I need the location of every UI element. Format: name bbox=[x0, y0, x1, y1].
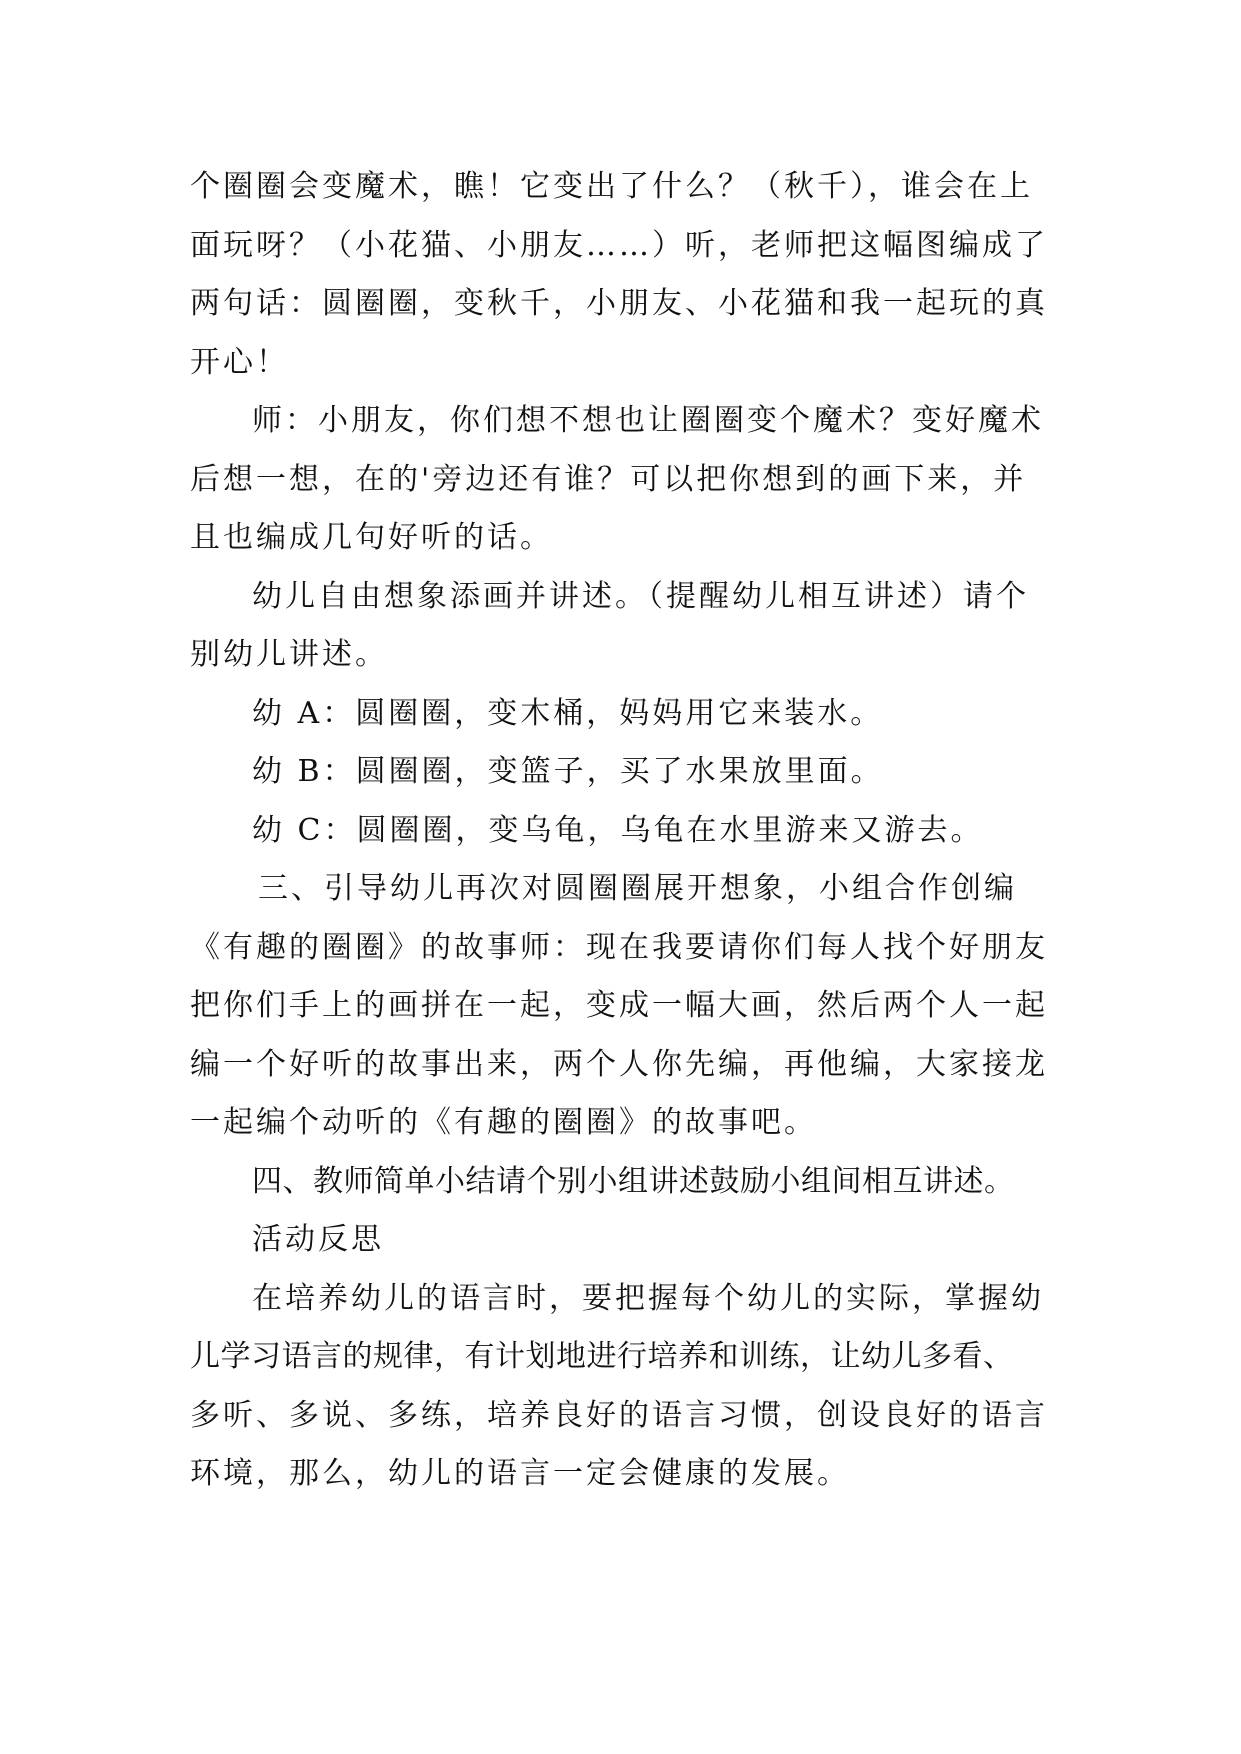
document-body bbox=[190, 158, 1060, 1504]
text-line-23: 环境，那么，幼儿的语言一定会健康的发展。 bbox=[190, 1456, 850, 1491]
text-line-4: 开心！ bbox=[190, 344, 289, 380]
text-line-6: 后想一想，在的'旁边还有谁？可以把你想到的画下来，并 bbox=[190, 461, 1027, 497]
text-line-1: 个圈圈会变魔术，瞧！它变出了什么？（秋千），谁会在上 bbox=[190, 169, 1033, 204]
text-line-12: 幼 C：圆圈圈，变乌龟，乌龟在水里游来又游去。 bbox=[252, 812, 984, 848]
text-line-18: 四、教师简单小结请个别小组讲述鼓励小组间相互讲述。 bbox=[252, 1163, 1015, 1199]
text-line-10: 幼 A：圆圈圈，变木桶，妈妈用它来装水。 bbox=[252, 695, 884, 731]
text-line-7: 且也编成几句好听的话。 bbox=[190, 520, 553, 555]
text-line-17: 一起编个动听的《有趣的圈圈》的故事吧。 bbox=[190, 1105, 817, 1140]
text-line-15: 把你们手上的画拼在一起，变成一幅大画，然后两个人一起 bbox=[190, 988, 1048, 1023]
text-line-9: 别幼儿讲述。 bbox=[190, 637, 388, 672]
text-line-21: 儿学习语言的规律，有计划地进行培养和训练，让幼儿多看、 bbox=[190, 1339, 1014, 1374]
text-line-2: 面玩呀？（小花猫、小朋友……）听，老师把这幅图编成了 bbox=[190, 227, 1048, 263]
text-line-22: 多听、多说、多练，培养良好的语言习惯，创设良好的语言 bbox=[190, 1397, 1048, 1433]
text-line-8: 幼儿自由想象添画并讲述。（提醒幼儿相互讲述）请个 bbox=[252, 578, 1029, 614]
text-line-3: 两句话：圆圈圈，变秋千，小朋友、小花猫和我一起玩的真 bbox=[190, 286, 1048, 321]
text-line-16: 编一个好听的故事出来，两个人你先编，再他编，大家接龙 bbox=[190, 1046, 1048, 1082]
text-line-5: 师：小朋友，你们想不想也让圈圈变个魔术？变好魔术 bbox=[252, 403, 1044, 438]
text-line-13: 三、引导幼儿再次对圆圈圈展开想象，小组合作创编 bbox=[258, 871, 1017, 906]
text-line-19: 活动反思 bbox=[252, 1222, 384, 1257]
text-line-14: 《有趣的圈圈》的故事师：现在我要请你们每人找个好朋友 bbox=[190, 929, 1048, 965]
text-line-20: 在培养幼儿的语言时，要把握每个幼儿的实际，掌握幼 bbox=[252, 1280, 1044, 1316]
text-line-11: 幼 B：圆圈圈，变篮子，买了水果放里面。 bbox=[252, 754, 884, 789]
